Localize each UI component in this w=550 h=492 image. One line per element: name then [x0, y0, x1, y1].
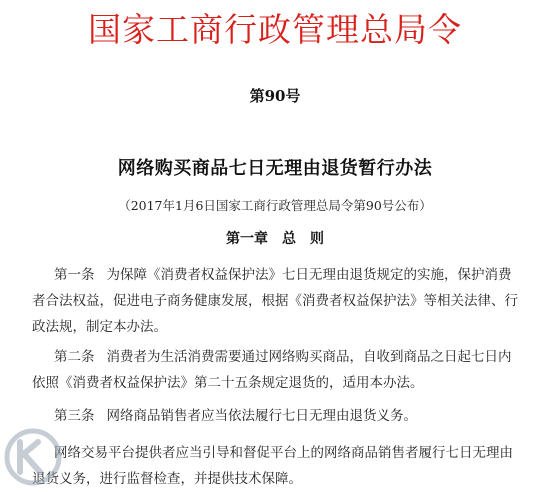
decree-masthead: 国家工商行政管理总局令	[88, 10, 462, 49]
article-2-text: 消费者为生活消费需要通过网络购买商品，自收到商品之日起七日内依照《消费者权益保护法》第二十五条规定退货的，适用本办法。	[32, 349, 512, 391]
watermark-logo-icon	[2, 426, 64, 488]
document-title: 网络购买商品七日无理由退货暂行办法	[117, 158, 433, 179]
article-3-paragraph-2-text: 网络交易平台提供者应当引导和督促平台上的网络商品销售者履行七日无理由退货义务，进行监督检查，并提供技术保障。	[32, 445, 513, 487]
article-3-label: 第三条	[54, 408, 95, 424]
article-1	[32, 262, 522, 340]
order-number: 第90号	[249, 87, 301, 105]
chapter-heading: 第一章 总 则	[226, 231, 324, 247]
article-2	[32, 344, 522, 396]
article-3-paragraph-2	[32, 440, 522, 492]
article-1-text: 为保障《消费者权益保护法》七日无理由退货规定的实施，保护消费者合法权益，促进电子商务健康发展，根据《消费者权益保护法》等相关法律、行政法规，制定本办法。	[32, 267, 518, 335]
article-1-label: 第一条	[54, 267, 95, 283]
document-subtitle: （2017年1月6日国家工商行政管理总局令第90号公布）	[118, 198, 432, 213]
article-2-label: 第二条	[54, 349, 95, 365]
article-3-text: 网络商品销售者应当依法履行七日无理由退货义务。	[106, 408, 417, 424]
article-3	[32, 403, 522, 429]
